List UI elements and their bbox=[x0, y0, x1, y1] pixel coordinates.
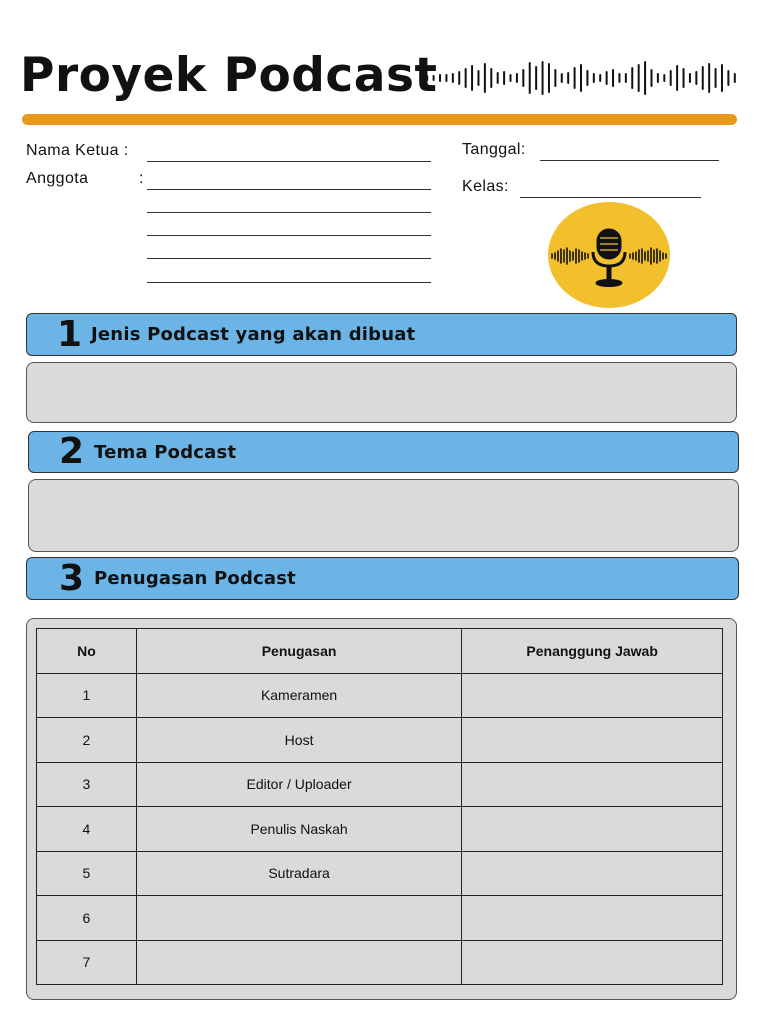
cell-no: 7 bbox=[37, 940, 137, 985]
nama-ketua-label: Nama Ketua : bbox=[26, 142, 129, 159]
anggota-colon: : bbox=[139, 170, 144, 187]
cell-penanggung-jawab[interactable] bbox=[462, 851, 723, 896]
header-penanggung-jawab: Penanggung Jawab bbox=[462, 629, 723, 674]
section-number: 1 bbox=[57, 314, 83, 355]
table-row bbox=[37, 851, 723, 896]
cell-penanggung-jawab[interactable] bbox=[462, 807, 723, 852]
table-row bbox=[37, 940, 723, 985]
table-row bbox=[37, 718, 723, 763]
kelas-field[interactable] bbox=[520, 197, 701, 198]
cell-no: 4 bbox=[37, 807, 137, 852]
nama-ketua-field[interactable] bbox=[147, 161, 431, 162]
cell-penugasan[interactable]: Kameramen bbox=[136, 673, 462, 718]
cell-penugasan[interactable] bbox=[136, 940, 462, 985]
cell-penugasan[interactable]: Host bbox=[136, 718, 462, 763]
cell-penugasan[interactable] bbox=[136, 896, 462, 941]
cell-penanggung-jawab[interactable] bbox=[462, 718, 723, 763]
cell-no: 1 bbox=[37, 673, 137, 718]
section-header-1 bbox=[26, 313, 737, 356]
table-row bbox=[37, 807, 723, 852]
cell-penanggung-jawab[interactable] bbox=[462, 762, 723, 807]
cell-no: 6 bbox=[37, 896, 137, 941]
microphone-icon bbox=[548, 202, 670, 308]
kelas-label: Kelas: bbox=[462, 178, 509, 195]
penugasan-table bbox=[36, 628, 723, 985]
section-number: 2 bbox=[59, 431, 85, 472]
jenis-podcast-input-box[interactable] bbox=[26, 362, 737, 423]
cell-no: 3 bbox=[37, 762, 137, 807]
section-header-2 bbox=[28, 431, 739, 473]
anggota-field-5[interactable] bbox=[147, 282, 431, 283]
anggota-field-3[interactable] bbox=[147, 235, 431, 236]
header-no: No bbox=[37, 629, 137, 674]
tanggal-label: Tanggal: bbox=[462, 141, 526, 158]
section-header-3 bbox=[26, 557, 739, 600]
cell-penanggung-jawab[interactable] bbox=[462, 896, 723, 941]
section-title: Penugasan Podcast bbox=[94, 568, 296, 589]
cell-no: 2 bbox=[37, 718, 137, 763]
table-row bbox=[37, 673, 723, 718]
cell-no: 5 bbox=[37, 851, 137, 896]
section-number: 3 bbox=[59, 558, 85, 599]
cell-penugasan[interactable]: Sutradara bbox=[136, 851, 462, 896]
cell-penugasan[interactable]: Editor / Uploader bbox=[136, 762, 462, 807]
sound-wave-icon bbox=[424, 60, 738, 96]
anggota-field-1[interactable] bbox=[147, 189, 431, 190]
tema-podcast-input-box[interactable] bbox=[28, 479, 739, 552]
cell-penanggung-jawab[interactable] bbox=[462, 673, 723, 718]
section-title: Jenis Podcast yang akan dibuat bbox=[91, 324, 416, 345]
table-header-row bbox=[37, 629, 723, 674]
title-underline bbox=[22, 114, 737, 125]
anggota-label: Anggota bbox=[26, 170, 89, 187]
anggota-field-4[interactable] bbox=[147, 258, 431, 259]
anggota-field-2[interactable] bbox=[147, 212, 431, 213]
cell-penugasan[interactable]: Penulis Naskah bbox=[136, 807, 462, 852]
section-title: Tema Podcast bbox=[94, 442, 237, 463]
table-row bbox=[37, 896, 723, 941]
penugasan-table-container bbox=[26, 618, 737, 1000]
page-title: Proyek Podcast bbox=[20, 48, 438, 103]
table-row bbox=[37, 762, 723, 807]
header-penugasan: Penugasan bbox=[136, 629, 462, 674]
tanggal-field[interactable] bbox=[540, 160, 719, 161]
cell-penanggung-jawab[interactable] bbox=[462, 940, 723, 985]
